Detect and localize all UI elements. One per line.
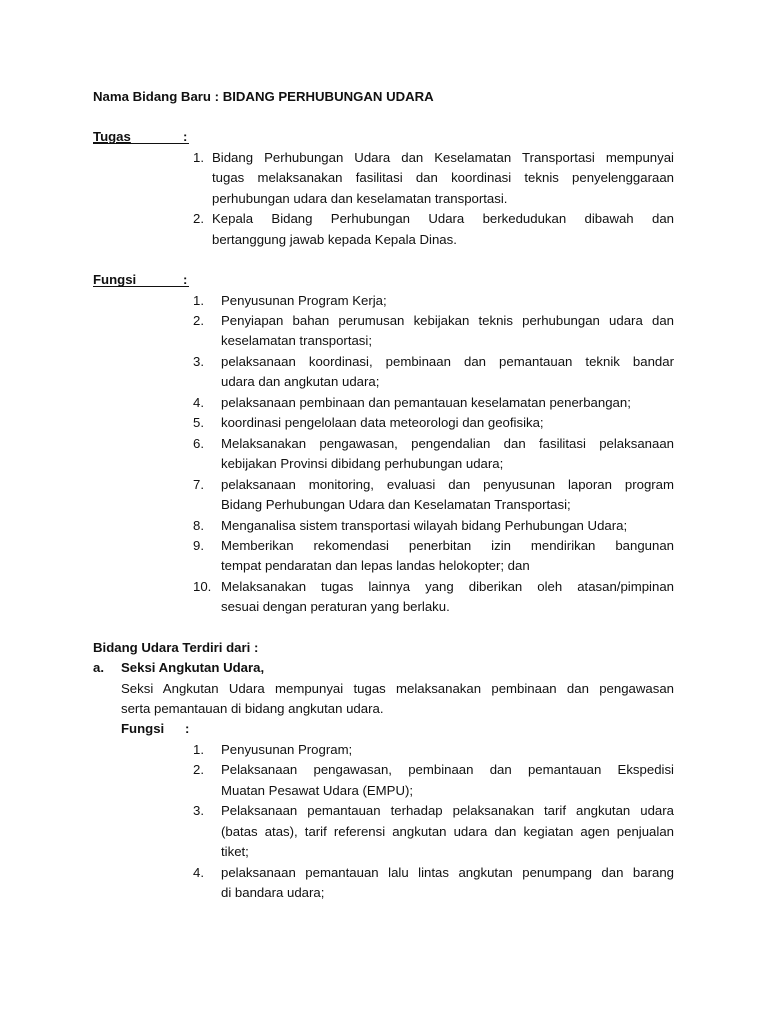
fungsi-line: sesuai dengan peraturan yang berlaku.: [221, 599, 450, 614]
section-fungsi-line: Pelaksanaan pengawasan, pembinaan dan pemantauan Ekspedisi: [221, 762, 674, 777]
section-fungsi-line: (batas atas), tarif referensi angkutan udara dan kegiatan agen penjualan: [221, 824, 674, 839]
fungsi-line: udara dan angkutan udara;: [221, 374, 380, 389]
fungsi-num: 4.: [193, 395, 204, 410]
fungsi-colon: :: [183, 272, 188, 287]
fungsi-num: 10.: [193, 579, 212, 594]
fungsi-num: 8.: [193, 518, 204, 533]
tugas-colon: :: [183, 129, 188, 144]
section-fungsi-num: 4.: [193, 865, 204, 880]
tugas-label: Tugas: [93, 129, 131, 144]
section-letter: a.: [93, 660, 104, 675]
section-fungsi-line: tiket;: [221, 844, 249, 859]
tugas-line: Kepala Bidang Perhubungan Udara berkedudukan dibawah dan: [212, 211, 674, 226]
fungsi-num: 9.: [193, 538, 204, 553]
fungsi-line: Menganalisa sistem transportasi wilayah bidang Perhubungan Udara;: [221, 518, 628, 533]
section-fungsi-label: Fungsi: [121, 721, 165, 736]
fungsi-line: Penyusunan Program Kerja;: [221, 293, 387, 308]
fungsi-num: 1.: [193, 293, 204, 308]
fungsi-label: Fungsi: [93, 272, 137, 287]
tugas-line: perhubungan udara dan keselamatan transportasi.: [212, 191, 508, 206]
doc-header: [93, 87, 434, 108]
header-label: Nama Bidang Baru :: [93, 89, 223, 104]
fungsi-line: Melaksanakan tugas lainnya yang diberikan oleh atasan/pimpinan: [221, 579, 674, 594]
fungsi-num: 2.: [193, 313, 204, 328]
fungsi-line: kebijakan Provinsi dibidang perhubungan udara;: [221, 456, 504, 471]
section-desc-line: Seksi Angkutan Udara mempunyai tugas melaksanakan pembinaan dan pengawasan: [121, 681, 674, 696]
section-fungsi-line: Pelaksanaan pemantauan terhadap pelaksanakan tarif angkutan udara: [221, 803, 674, 818]
header-value: BIDANG PERHUBUNGAN UDARA: [222, 89, 434, 104]
section-fungsi-line: Muatan Pesawat Udara (EMPU);: [221, 783, 414, 798]
bidang-title: Bidang Udara Terdiri dari :: [93, 640, 259, 655]
section-fungsi-line: Penyusunan Program;: [221, 742, 353, 757]
fungsi-line: keselamatan transportasi;: [221, 333, 372, 348]
tugas-line: bertanggung jawab kepada Kepala Dinas.: [212, 232, 457, 247]
fungsi-line: Bidang Perhubungan Udara dan Keselamatan Transportasi;: [221, 497, 571, 512]
tugas-underline: [93, 127, 189, 144]
fungsi-line: koordinasi pengelolaan data meteorologi dan geofisika;: [221, 415, 544, 430]
section-fungsi-line: di bandara udara;: [221, 885, 325, 900]
tugas-num-1: 1.: [193, 150, 204, 165]
fungsi-line: tempat pendaratan dan lepas landas helokopter; dan: [221, 558, 530, 573]
tugas-line: Bidang Perhubungan Udara dan Keselamatan Transportasi mempunyai: [212, 150, 674, 165]
fungsi-num: 3.: [193, 354, 204, 369]
fungsi-num: 5.: [193, 415, 204, 430]
section-desc-line: serta pemantauan di bidang angkutan udara.: [121, 701, 384, 716]
fungsi-line: Memberikan rekomendasi penerbitan izin mendirikan bangunan: [221, 538, 674, 553]
section-fungsi-line: pelaksanaan pemantauan lalu lintas angkutan penumpang dan barang: [221, 865, 674, 880]
fungsi-underline: [93, 270, 189, 287]
tugas-line: tugas melaksanakan fasilitasi dan koordinasi teknis penyelenggaraan: [212, 170, 674, 185]
fungsi-line: pelaksanaan monitoring, evaluasi dan penyusunan laporan program: [221, 477, 674, 492]
fungsi-num: 6.: [193, 436, 204, 451]
fungsi-line: pelaksanaan pembinaan dan pemantauan keselamatan penerbangan;: [221, 395, 631, 410]
fungsi-num: 7.: [193, 477, 204, 492]
fungsi-line: Melaksanakan pengawasan, pengendalian dan fasilitasi pelaksanaan: [221, 436, 674, 451]
section-title: Seksi Angkutan Udara,: [121, 660, 265, 675]
section-fungsi-num: 2.: [193, 762, 204, 777]
fungsi-line: pelaksanaan koordinasi, pembinaan dan pemantauan teknik bandar: [221, 354, 674, 369]
fungsi-line: Penyiapan bahan perumusan kebijakan teknis perhubungan udara dan: [221, 313, 674, 328]
tugas-num-2: 2.: [193, 211, 204, 226]
section-fungsi-num: 3.: [193, 803, 204, 818]
section-fungsi-num: 1.: [193, 742, 204, 757]
section-fungsi-colon: :: [185, 721, 190, 736]
